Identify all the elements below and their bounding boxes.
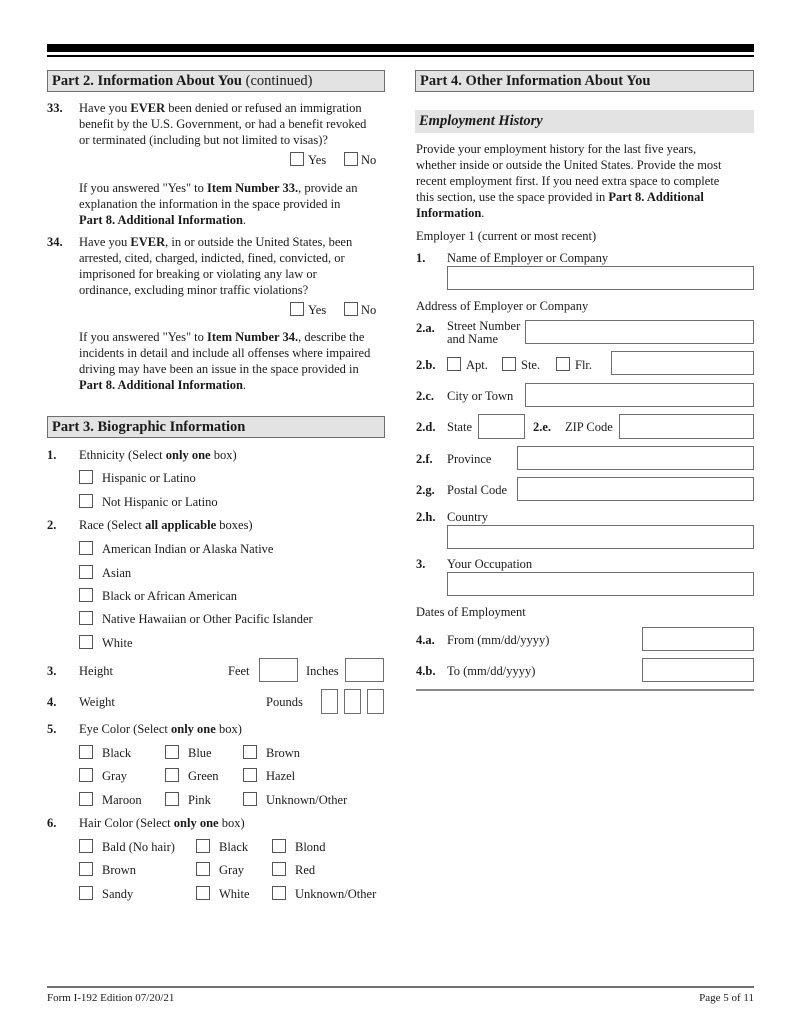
part2-title: Part 2. Information About You xyxy=(52,73,242,89)
checkbox[interactable] xyxy=(79,745,93,759)
checkbox[interactable] xyxy=(502,357,516,371)
checkbox[interactable] xyxy=(165,745,179,759)
city-number: 2.c. xyxy=(416,389,435,403)
employer-name-number: 1. xyxy=(416,251,426,265)
checkbox[interactable] xyxy=(165,792,179,806)
footer-page-number: Page 5 of 11 xyxy=(699,992,754,1004)
hair-option-gray[interactable]: Gray xyxy=(196,862,244,878)
province-number: 2.f. xyxy=(416,452,433,466)
state-number: 2.d. xyxy=(416,420,436,434)
checkbox[interactable] xyxy=(272,839,286,853)
q33-no-option[interactable]: No xyxy=(344,152,376,168)
unit-number-input[interactable] xyxy=(611,351,754,375)
footer-rule xyxy=(47,986,754,988)
ethnicity-option-not-hispanic[interactable]: Not Hispanic or Latino xyxy=(79,494,218,510)
checkbox[interactable] xyxy=(79,470,93,484)
checkbox[interactable] xyxy=(196,886,210,900)
race-option-black[interactable]: Black or African American xyxy=(79,588,237,604)
feet-label: Feet xyxy=(228,664,250,678)
hair-option-brown[interactable]: Brown xyxy=(79,862,136,878)
hair-option-unknown[interactable]: Unknown/Other xyxy=(272,886,376,902)
city-input[interactable] xyxy=(525,383,754,407)
eye-option-green[interactable]: Green xyxy=(165,768,219,784)
eye-color-label: Eye Color (Select only one box) xyxy=(79,722,242,736)
eye-option-maroon[interactable]: Maroon xyxy=(79,792,142,808)
checkbox[interactable] xyxy=(556,357,570,371)
dates-heading: Dates of Employment xyxy=(416,605,526,619)
eye-option-hazel[interactable]: Hazel xyxy=(243,768,295,784)
from-date-input[interactable] xyxy=(642,627,754,651)
inches-label: Inches xyxy=(306,664,339,678)
part3-header: Part 3. Biographic Information xyxy=(47,416,385,438)
ethnicity-option-hispanic[interactable]: Hispanic or Latino xyxy=(79,470,196,486)
checkbox[interactable] xyxy=(243,792,257,806)
race-label: Race (Select all applicable boxes) xyxy=(79,518,253,532)
unit-number: 2.b. xyxy=(416,358,436,372)
weight-digit-2-input[interactable] xyxy=(344,689,361,714)
eye-option-blue[interactable]: Blue xyxy=(165,745,212,761)
checkbox[interactable] xyxy=(79,635,93,649)
hair-option-sandy[interactable]: Sandy xyxy=(79,886,133,902)
country-input[interactable] xyxy=(447,525,754,549)
hair-option-black[interactable]: Black xyxy=(196,839,248,855)
part4-header: Part 4. Other Information About You xyxy=(415,70,754,92)
height-label: Height xyxy=(79,664,114,678)
unit-ste-option[interactable]: Ste. xyxy=(502,357,540,373)
hair-option-red[interactable]: Red xyxy=(272,862,315,878)
checkbox[interactable] xyxy=(79,565,93,579)
q34-number: 34. xyxy=(47,235,63,249)
zip-label: ZIP Code xyxy=(565,420,613,434)
q33-no-checkbox[interactable] xyxy=(344,152,358,166)
checkbox[interactable] xyxy=(79,768,93,782)
employment-intro: Provide your employment history for the last five years, whether inside or outside the United States. Provide the most recent employment first. If you need extra space to complete this section, use the space provided in Part 8. Additional Information. xyxy=(416,142,722,220)
province-input[interactable] xyxy=(517,446,754,470)
eye-option-unknown[interactable]: Unknown/Other xyxy=(243,792,347,808)
q34-yes-checkbox[interactable] xyxy=(290,302,304,316)
q33-number: 33. xyxy=(47,101,63,115)
part2-title-suffix: (continued) xyxy=(242,73,313,89)
q34-no-checkbox[interactable] xyxy=(344,302,358,316)
checkbox[interactable] xyxy=(243,745,257,759)
to-date-input[interactable] xyxy=(642,658,754,682)
eye-option-black[interactable]: Black xyxy=(79,745,131,761)
checkbox[interactable] xyxy=(272,886,286,900)
from-label: From (mm/dd/yyyy) xyxy=(447,633,550,647)
weight-number: 4. xyxy=(47,695,57,709)
checkbox[interactable] xyxy=(196,839,210,853)
employer-heading: Employer 1 (current or most recent) xyxy=(416,229,597,243)
to-label: To (mm/dd/yyyy) xyxy=(447,664,536,678)
weight-label: Weight xyxy=(79,695,115,709)
eye-option-brown[interactable]: Brown xyxy=(243,745,300,761)
checkbox[interactable] xyxy=(447,357,461,371)
country-number: 2.h. xyxy=(416,510,436,524)
race-number: 2. xyxy=(47,518,57,532)
checkbox[interactable] xyxy=(272,862,286,876)
hair-option-bald[interactable]: Bald (No hair) xyxy=(79,839,175,855)
ethnicity-label: Ethnicity (Select only one box) xyxy=(79,448,237,462)
q33-note: If you answered "Yes" to Item Number 33., provide an explanation the information in the space provided in Part 8. Additional Information. xyxy=(79,181,358,227)
occupation-input[interactable] xyxy=(447,572,754,596)
height-inches-input[interactable] xyxy=(345,658,384,682)
eye-color-number: 5. xyxy=(47,722,57,736)
unit-apt-option[interactable]: Apt. xyxy=(447,357,488,373)
to-number: 4.b. xyxy=(416,664,436,678)
checkbox[interactable] xyxy=(79,494,93,508)
street-label: Street Number and Name xyxy=(447,319,521,346)
q33-yes-checkbox[interactable] xyxy=(290,152,304,166)
header-thin-rule xyxy=(47,55,754,57)
country-label: Country xyxy=(447,510,488,524)
checkbox[interactable] xyxy=(79,541,93,555)
employment-history-subheader: Employment History xyxy=(415,110,754,133)
address-heading: Address of Employer or Company xyxy=(416,299,589,313)
q34-yes-option[interactable]: Yes xyxy=(290,302,326,318)
occupation-label: Your Occupation xyxy=(447,557,533,571)
checkbox[interactable] xyxy=(79,588,93,602)
postal-label: Postal Code xyxy=(447,483,508,497)
postal-input[interactable] xyxy=(517,477,754,501)
header-thick-rule xyxy=(47,44,754,52)
zip-number: 2.e. xyxy=(533,420,552,434)
race-option-american-indian[interactable]: American Indian or Alaska Native xyxy=(79,541,273,557)
checkbox[interactable] xyxy=(79,862,93,876)
checkbox[interactable] xyxy=(79,839,93,853)
province-label: Province xyxy=(447,452,492,466)
postal-number: 2.g. xyxy=(416,483,435,497)
hair-color-label: Hair Color (Select only one box) xyxy=(79,816,245,830)
q33-yes-option[interactable]: Yes xyxy=(290,152,326,168)
height-number: 3. xyxy=(47,664,57,678)
race-option-white[interactable]: White xyxy=(79,635,133,651)
weight-digit-1-input[interactable] xyxy=(321,689,338,714)
race-option-pacific-islander[interactable]: Native Hawaiian or Other Pacific Islander xyxy=(79,611,313,627)
zip-input[interactable] xyxy=(619,414,754,439)
ethnicity-number: 1. xyxy=(47,448,57,462)
q34-no-option[interactable]: No xyxy=(344,302,376,318)
q34-note: If you answered "Yes" to Item Number 34., describe the incidents in detail and include all offenses where impaired driving may have been an issue in the space provided in Part 8. Additional Information. xyxy=(79,330,371,392)
street-number: 2.a. xyxy=(416,321,435,335)
part2-header xyxy=(47,70,385,92)
employer-name-input[interactable] xyxy=(447,266,754,290)
footer-form-id: Form I-192 Edition 07/20/21 xyxy=(47,992,175,1004)
hair-color-number: 6. xyxy=(47,816,57,830)
from-number: 4.a. xyxy=(416,633,435,647)
checkbox[interactable] xyxy=(165,768,179,782)
eye-option-pink[interactable]: Pink xyxy=(165,792,211,808)
hair-option-blond[interactable]: Blond xyxy=(272,839,326,855)
street-input[interactable] xyxy=(525,320,754,344)
q33-question: Have you EVER been denied or refused an immigration benefit by the U.S. Government, or had a benefit revoked or terminated (including but not limited to visas)? xyxy=(79,101,367,147)
checkbox[interactable] xyxy=(196,862,210,876)
occupation-number: 3. xyxy=(416,557,426,571)
checkbox[interactable] xyxy=(79,611,93,625)
state-label: State xyxy=(447,420,472,434)
checkbox[interactable] xyxy=(79,792,93,806)
pounds-label: Pounds xyxy=(266,695,303,709)
city-label: City or Town xyxy=(447,389,514,403)
employer-name-label: Name of Employer or Company xyxy=(447,251,609,265)
height-feet-input[interactable] xyxy=(259,658,298,682)
checkbox[interactable] xyxy=(79,886,93,900)
hair-option-white[interactable]: White xyxy=(196,886,250,902)
eye-option-gray[interactable]: Gray xyxy=(79,768,127,784)
race-option-asian[interactable]: Asian xyxy=(79,565,131,581)
weight-digit-3-input[interactable] xyxy=(367,689,384,714)
q34-question: Have you EVER, in or outside the United States, been arrested, cited, charged, indicted, fined, convicted, or imprisoned for breaking or violating any law or ordinance, excluding minor traffic violations? xyxy=(79,235,353,297)
state-input[interactable] xyxy=(478,414,525,439)
unit-flr-option[interactable]: Flr. xyxy=(556,357,592,373)
section-divider xyxy=(416,689,754,691)
checkbox[interactable] xyxy=(243,768,257,782)
